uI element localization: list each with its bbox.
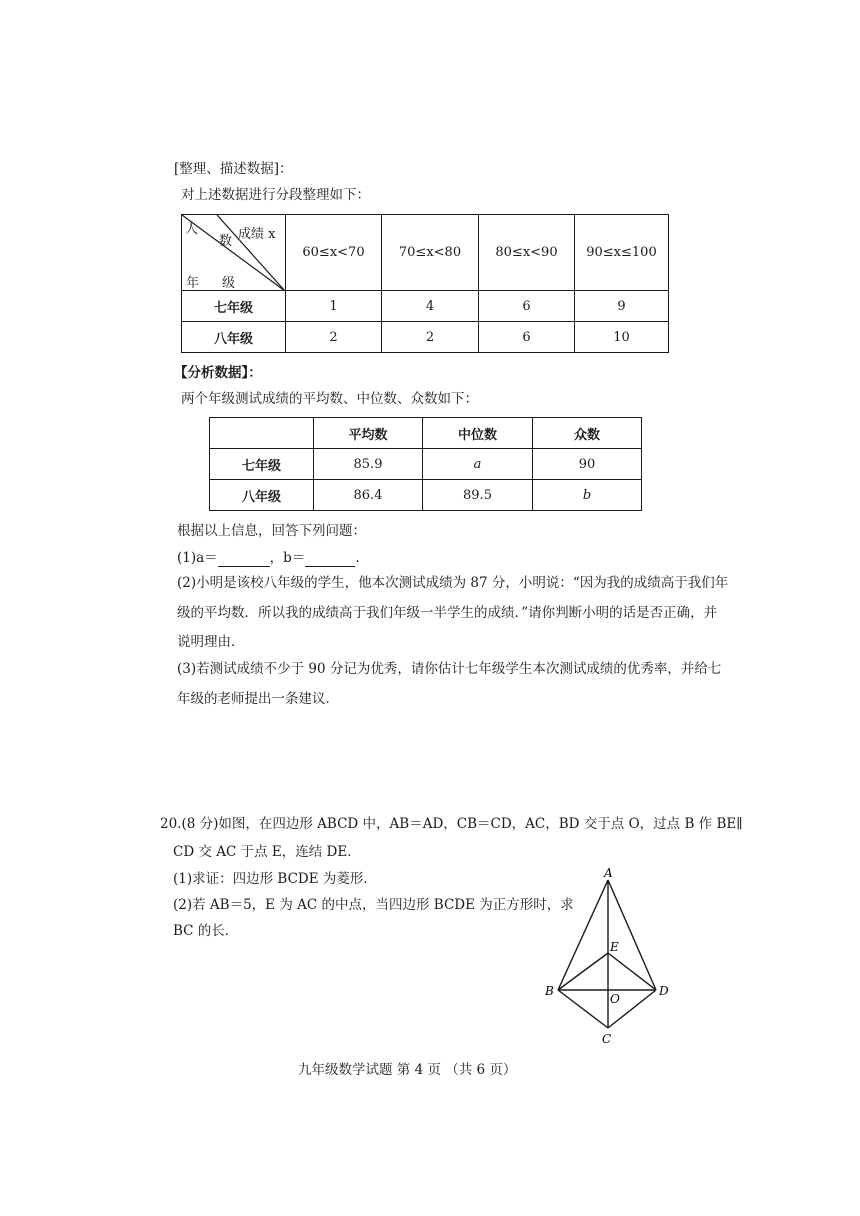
q1-end: . (355, 550, 360, 566)
table-cell: 2 (286, 322, 382, 353)
table-cell: 1 (286, 291, 382, 322)
segment-ab (558, 880, 608, 990)
table-cell: 6 (479, 291, 575, 322)
corner-people-label-2: 数 (219, 234, 233, 249)
question-2-line: 说明理由． (177, 634, 245, 650)
corner-grade-label-2: 级 (222, 276, 236, 291)
table-cell: a (423, 449, 533, 480)
column-header: 平均数 (314, 418, 423, 449)
question-1 (177, 549, 360, 567)
table-row (210, 449, 642, 480)
column-header: 众数 (533, 418, 642, 449)
organize-intro: 对上述数据进行分段整理如下： (181, 187, 370, 203)
table-cell: 85.9 (314, 449, 423, 480)
column-header (210, 418, 314, 449)
table-cell: 6 (479, 322, 575, 353)
table-row (182, 322, 669, 353)
page-footer: 九年级数学试题 第 4 页 （共 6 页） (298, 1062, 517, 1078)
label-e: E (610, 940, 619, 954)
statistics-table (209, 417, 642, 511)
table-cell: b (533, 480, 642, 511)
table-row (210, 480, 642, 511)
geometry-figure (540, 866, 690, 1046)
table-cell: 89.5 (423, 480, 533, 511)
label-a: A (604, 866, 613, 880)
question-3-line: (3)若测试成绩不少于 90 分记为优秀，请你估计七年级学生本次测试成绩的优秀率，并给七 (177, 661, 722, 677)
column-header: 中位数 (423, 418, 533, 449)
row-label: 八年级 (210, 480, 314, 511)
segment-be (558, 953, 608, 990)
answer-blank-a[interactable] (218, 552, 270, 567)
corner-grade-label-1: 年 (186, 276, 200, 291)
table-cell: 2 (382, 322, 479, 353)
segment-bc (558, 990, 608, 1028)
column-header: 70≤x<80 (382, 215, 479, 291)
row-label: 八年级 (182, 322, 286, 353)
table-cell: 9 (575, 291, 669, 322)
label-o: O (610, 992, 620, 1006)
problem-20-line: 20.(8 分)如图，在四边形 ABCD 中，AB＝AD，CB＝CD，AC，BD 交于点 O，过点 B 作 BE∥ (160, 816, 743, 832)
question-2-line: 级的平均数．所以我的成绩高于我们年级一半学生的成绩．”请你判断小明的话是否正确，并 (177, 605, 718, 621)
section-analyze-heading: 【分析数据】： (174, 365, 262, 381)
table-cell: 86.4 (314, 480, 423, 511)
column-header: 90≤x≤100 (575, 215, 669, 291)
row-label: 七年级 (182, 291, 286, 322)
table-cell: 4 (382, 291, 479, 322)
q1-prefix: (1)a＝ (177, 550, 218, 566)
row-label: 七年级 (210, 449, 314, 480)
segment-de (608, 953, 656, 990)
corner-score-label: 成绩 x (238, 227, 276, 242)
problem-20-line: CD 交 AC 于点 E，连结 DE． (173, 844, 361, 860)
problem-20-part-2: (2)若 AB＝5，E 为 AC 的中点，当四边形 BCDE 为正方形时，求 (173, 897, 574, 913)
table-corner-cell (182, 215, 286, 291)
label-c: C (602, 1032, 612, 1046)
section-organize-heading: [整理、描述数据]： (174, 161, 293, 177)
segment-ad (608, 880, 656, 990)
question-3-line: 年级的老师提出一条建议． (177, 691, 339, 707)
score-distribution-table (181, 214, 669, 353)
column-header: 80≤x<90 (479, 215, 575, 291)
analyze-intro: 两个年级测试成绩的平均数、中位数、众数如下： (181, 391, 478, 407)
q1-mid: ，b＝ (269, 550, 306, 566)
table-cell: 90 (533, 449, 642, 480)
problem-20-part-1: (1)求证：四边形 BCDE 为菱形． (173, 871, 377, 887)
table-row (182, 291, 669, 322)
column-header: 60≤x<70 (286, 215, 382, 291)
label-d: D (659, 984, 669, 998)
problem-20-part-2: BC 的长． (173, 923, 239, 939)
label-b: B (545, 984, 554, 998)
table-cell: 10 (575, 322, 669, 353)
corner-people-label-1: 人 (185, 222, 199, 237)
answer-intro: 根据以上信息，回答下列问题： (177, 523, 366, 539)
answer-blank-b[interactable] (305, 552, 355, 567)
question-2-line: (2)小明是该校八年级的学生，他本次测试成绩为 87 分，小明说：“因为我的成绩高于我们年 (177, 575, 729, 591)
